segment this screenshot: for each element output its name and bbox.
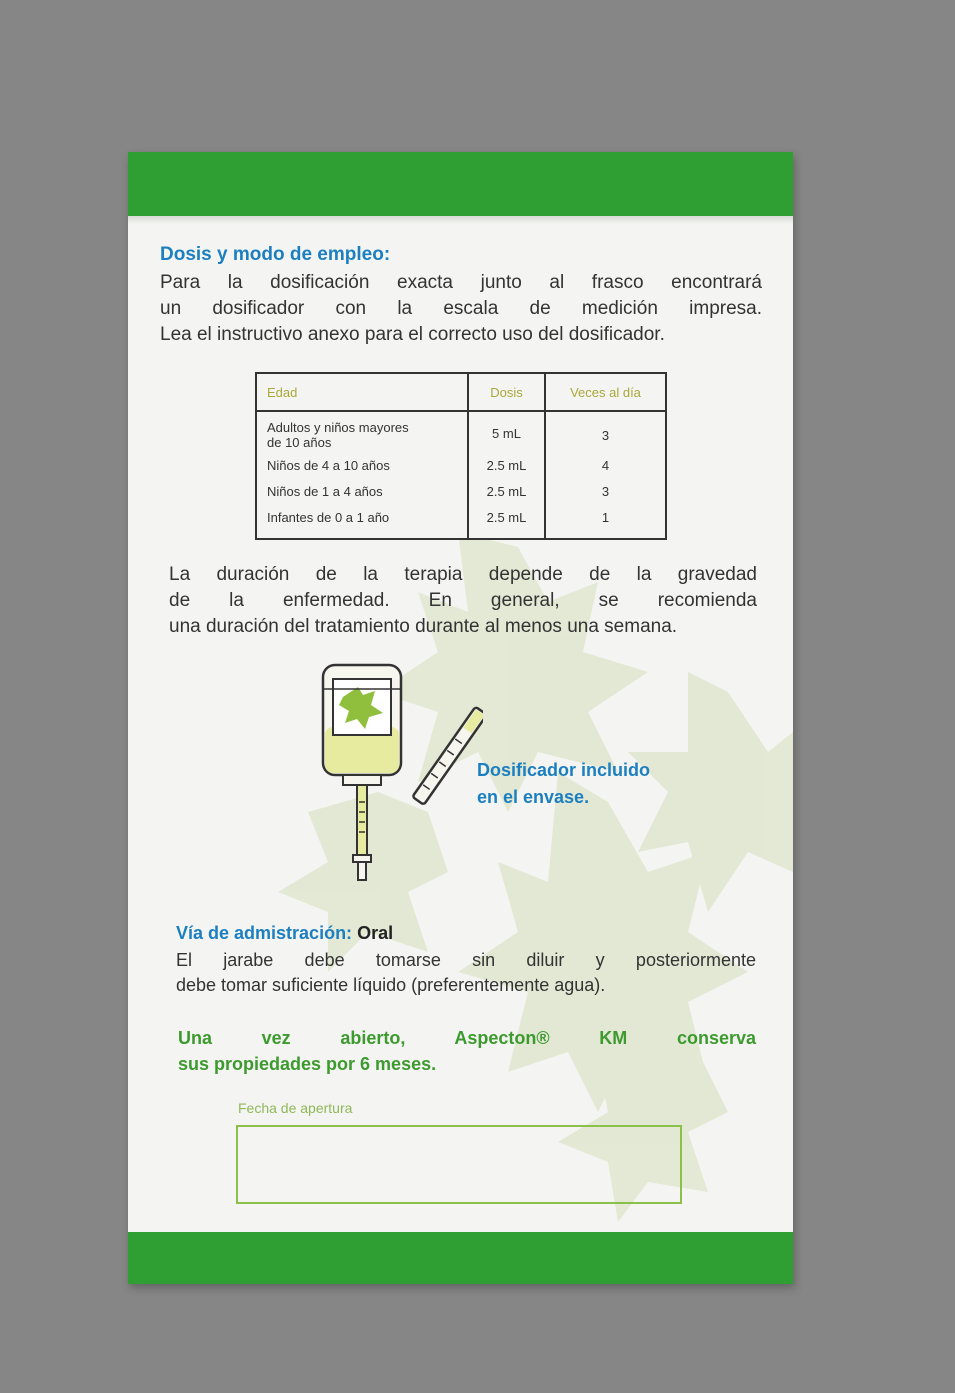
dose-cell: 2.5 mL <box>468 480 545 506</box>
table-row <box>256 506 666 539</box>
shelf-life-note <box>178 1025 756 1077</box>
duration-line: La duración de la terapia depende de la gravedad <box>169 564 757 585</box>
times-cell: 4 <box>601 458 610 473</box>
age-cell: Niños de 4 a 10 años <box>256 454 468 480</box>
note-line: Una vez abierto, Aspecton® KM conserva <box>178 1028 756 1048</box>
times-cell: 1 <box>601 510 610 525</box>
intro-line: un dosificador con la escala de medición impresa. <box>160 298 762 319</box>
age-line: de 10 años <box>267 435 332 450</box>
dose-cell: 2.5 mL <box>468 454 545 480</box>
table-row <box>256 454 666 480</box>
dosificador-label <box>477 757 650 811</box>
opening-date-label: Fecha de apertura <box>238 1100 353 1116</box>
header-dosis: Dosis <box>468 373 545 411</box>
duration-line: una duración del tratamiento durante al menos una semana. <box>169 616 678 637</box>
bottom-green-stripe <box>128 1232 793 1284</box>
age-line: Adultos y niños mayores <box>267 420 409 435</box>
age-cell: Niños de 1 a 4 años <box>256 480 468 506</box>
table-row <box>256 480 666 506</box>
intro-line: Para la dosificación exacta junto al frasco encontrará <box>160 272 762 293</box>
oral-syringe-icon <box>353 785 371 880</box>
package-back-panel <box>128 152 793 1284</box>
administration-instructions <box>176 948 756 998</box>
dosage-table <box>255 372 667 540</box>
dosificador-line: Dosificador incluido <box>477 760 651 780</box>
age-cell <box>256 411 468 454</box>
header-edad: Edad <box>256 373 468 411</box>
table-row <box>256 411 666 454</box>
note-line: sus propiedades por 6 meses. <box>178 1054 437 1074</box>
via-value: Oral <box>357 923 394 943</box>
times-cell: 3 <box>601 428 610 443</box>
header-veces: Veces al día <box>545 373 666 411</box>
administration-route-title <box>176 923 393 944</box>
dose-cell: 5 mL <box>468 411 545 454</box>
dose-cell: 2.5 mL <box>468 506 545 539</box>
bottle-and-syringe-illustration <box>313 657 483 887</box>
duration-line: de la enfermedad. En general, se recomienda <box>169 590 757 611</box>
opening-date-box <box>236 1125 682 1204</box>
intro-line: Lea el instructivo anexo para el correcto uso del dosificador. <box>160 324 665 345</box>
times-cell: 3 <box>601 484 610 499</box>
dosificador-line: en el envase. <box>477 787 590 807</box>
via-label: Vía de admistración: <box>176 923 353 943</box>
via-line: El jarabe debe tomarse sin diluir y posteriormente <box>176 950 756 970</box>
bottle-icon <box>323 665 401 785</box>
via-line: debe tomar suficiente líquido (preferentemente agua). <box>176 975 606 995</box>
dosage-section-title: Dosis y modo de empleo: <box>160 244 391 265</box>
dosage-intro <box>160 270 762 348</box>
loose-syringe-icon <box>412 707 483 805</box>
age-cell: Infantes de 0 a 1 año <box>256 506 468 539</box>
table-header-row <box>256 373 666 411</box>
therapy-duration-text <box>169 562 757 640</box>
